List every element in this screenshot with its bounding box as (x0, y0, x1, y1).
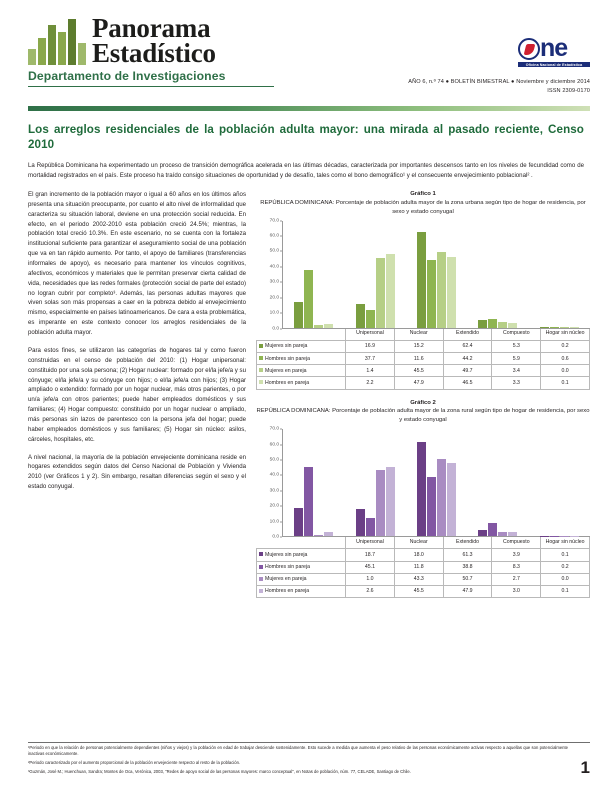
bar (488, 523, 497, 536)
bar-chart-icon (28, 19, 86, 66)
bar (437, 459, 446, 536)
bar (314, 325, 323, 327)
page-number: 1 (580, 758, 590, 777)
data-cell: 0.0 (541, 573, 590, 585)
one-o-icon (518, 38, 540, 60)
y-tick-label: 30.0 (269, 279, 279, 285)
data-cell: 16.9 (346, 340, 395, 352)
bar (540, 536, 549, 537)
bar (417, 232, 426, 327)
data-cell: 3.9 (492, 549, 541, 561)
text-column (28, 190, 246, 500)
data-cell: 0.6 (541, 352, 590, 364)
header-accent-band (28, 106, 590, 111)
data-cell: 2.7 (492, 573, 541, 585)
bar-group (529, 221, 590, 328)
category-header: Hogar sin núcleo (541, 537, 590, 549)
bar-group (406, 221, 467, 328)
data-cell: 3.3 (492, 377, 541, 389)
bar (366, 518, 375, 536)
category-header: Nuclear (394, 537, 443, 549)
data-cell: 0.0 (541, 365, 590, 377)
chart-2-plot (256, 426, 590, 540)
table-corner (257, 534, 346, 549)
y-tick-label: 0.0 (272, 534, 279, 540)
table-row (257, 573, 590, 585)
y-tick-label: 60.0 (269, 442, 279, 448)
category-header: Nuclear (394, 329, 443, 341)
body-paragraph: El gran incremento de la población mayor o igual a 60 años en los últimos años presenta una situación preocupante, por cuanto el alto nivel de informalidad que caracteriza su situación laboral, deviene en una protección social reducida. En efecto, en el periodo 2002-2010 esta población creció 24.5%; mientras, la población total creció 10.3%. En este escenario, no se cuenta con la fortaleza institucional suficiente para garantizar el aseguramiento social de una población que va en tan rápido aumento. Por tanto, el apoyo de familiares (transferencias informales de apoyo), es necesario para mantener los vínculos cognitivos, afectivos, económicos y materiales que le permitan preservar cierta calidad de vida, necesidades que las redes formales (protección social de parte del estado) no logran cubrir por completo³. Además, las personas adultas mayores que viven solas son más propensas a caer en la pobreza debido al envejecimiento mismo, especialmente en países latinoamericanos. De cara a esta problemática, es imperante en este contexto conocer los arreglos residenciales de la población adulta mayor. (28, 191, 246, 337)
chart-2-caption (256, 399, 590, 426)
legend-entry (257, 340, 346, 352)
bar (304, 270, 313, 328)
legend-label: Mujeres en pareja (265, 576, 307, 583)
bar (540, 327, 549, 328)
brand-top (28, 13, 278, 69)
bar (417, 442, 426, 536)
y-tick-label: 60.0 (269, 233, 279, 239)
category-header: Compuesto (492, 329, 541, 341)
bar-group (529, 429, 590, 536)
one-logo (518, 36, 590, 70)
legend-entry (257, 377, 346, 389)
bar (386, 254, 395, 327)
data-cell: 8.3 (492, 561, 541, 573)
data-cell: 11.8 (394, 561, 443, 573)
brand-logo (28, 13, 278, 87)
bar (324, 324, 333, 327)
bar (427, 477, 436, 536)
category-header: Extendido (443, 537, 492, 549)
one-letters: ne (540, 34, 568, 62)
data-cell: 2.2 (346, 377, 395, 389)
chart-grafico-2 (256, 399, 590, 599)
content-columns (28, 190, 590, 607)
data-cell: 15.2 (394, 340, 443, 352)
bar (356, 304, 365, 327)
data-cell: 0.2 (541, 340, 590, 352)
bar (570, 327, 579, 328)
table-header-row (257, 537, 590, 549)
bar (488, 319, 497, 328)
masthead (0, 0, 612, 102)
y-tick-label: 50.0 (269, 248, 279, 254)
charts-column (256, 190, 590, 607)
category-header: Unipersonal (346, 537, 395, 549)
bar-group (406, 429, 467, 536)
issn-line: ISSN 2309-0170 (547, 87, 590, 94)
chart-1-title: REPÚBLICA DOMINICANA: Porcentaje de población adulta mayor de la zona urbana según tipo de hogar de residencia, por sexo y estado conyugal (260, 199, 586, 215)
chart-2-y-axis (256, 426, 282, 540)
table-row (257, 377, 590, 389)
data-cell: 45.5 (394, 365, 443, 377)
chart-1-plot (256, 218, 590, 332)
bar (550, 327, 559, 328)
footnote-item: ¹Periodo en que la relación de personas potencialmente dependientes (niños y viejos) y la población en edad de trabajar desciende sostenidamente. Esto sucede a medida que aumenta el peso relativo de las personas económicamente activas respecto a aquellas que son potencialmente inactivas económicamente. (28, 745, 568, 757)
data-cell: 1.0 (346, 573, 395, 585)
data-cell: 49.7 (443, 365, 492, 377)
legend-entry (257, 365, 346, 377)
legend-label: Hombres sin pareja (265, 355, 310, 362)
data-cell: 45.5 (394, 585, 443, 597)
bar (304, 467, 313, 536)
bar (294, 508, 303, 537)
bar (447, 463, 456, 536)
bar (508, 323, 517, 328)
bar (437, 252, 446, 328)
bar-group (467, 429, 528, 536)
data-cell: 0.1 (541, 585, 590, 597)
chart-1-number: Gráfico 1 (410, 191, 436, 198)
lead-paragraph: La República Dominicana ha experimentado un proceso de transición demográfica acelerada en las últimas décadas, caracterizada por importantes descensos tanto en los niveles de fecundidad como de mortalidad registrados en el país. Este proceso ha traído consigo situaciones de oportunidad y de desafío, tales como el bono demográfico¹ y el consecuente envejecimiento poblacional² . (28, 161, 584, 179)
legend-entry (257, 561, 346, 573)
bar (550, 536, 559, 537)
chart-1-y-axis (256, 218, 282, 332)
data-cell: 2.6 (346, 585, 395, 597)
bar (356, 509, 365, 537)
bar-group (283, 429, 344, 536)
data-cell: 47.9 (394, 377, 443, 389)
category-header: Compuesto (492, 537, 541, 549)
bar (324, 532, 333, 536)
legend-swatch-icon (259, 380, 263, 384)
chart-1-plot-area (282, 221, 590, 329)
data-cell: 0.1 (541, 549, 590, 561)
footnote-divider (28, 742, 590, 743)
legend-entry (257, 549, 346, 561)
chart-grafico-1 (256, 190, 590, 390)
y-tick-label: 50.0 (269, 457, 279, 463)
footnote-item: ³Guzmán, José M.; Huenchuan, Sandra; Montes de Oca, Verónica, 2003, "Redes de apoyo social de las personas mayores: marco conceptual", en Notas de población, núm. 77, CELADE, Santiago de Chile. (28, 769, 411, 775)
legend-swatch-icon (259, 344, 263, 348)
one-wordmark (518, 36, 590, 61)
bar (498, 532, 507, 536)
brand-line1: Panorama (92, 13, 211, 43)
chart-2-plot-area (282, 429, 590, 537)
y-tick-label: 40.0 (269, 472, 279, 478)
bar (498, 322, 507, 327)
issue-line: AÑO 6, n.º 74 ● BOLETÍN BIMESTRAL ● Noviembre y diciembre 2014 (408, 79, 590, 85)
data-cell: 11.6 (394, 352, 443, 364)
body-paragraph: Para estos fines, se utilizaron las categorías de hogares tal y como fueron construidas en el censo de población del 2010: (1) Hogar unipersonal: constituido por una sola persona; (2) Hogar nuclear: formado por el/la jefe/a y su cónyuge; el/la jefe/a y su cónyuge con hijos; o el/la jefe/a con hijos; (3) Hogar ampliado o extendido: formado por un hogar nuclear, más otros parientes, o por un/a jefe/a con otros parientes; puede haber empleados domésticos y sus familiares; (4) Hogar compuesto: constituido por un hogar nuclear o ampliado, más personas sin lazos de parentesco con la persona jefa del hogar; puede haber empleados domésticos y sus familiares; (5) Hogar sin núcleo: asilos, cárceles, hospitales, etc. (28, 346, 246, 443)
legend-label: Mujeres en pareja (265, 367, 307, 374)
data-cell: 5.9 (492, 352, 541, 364)
bar (386, 467, 395, 537)
table-row (257, 365, 590, 377)
table-row (257, 352, 590, 364)
legend-label: Hombres sin pareja (265, 564, 310, 571)
legend-entry (257, 585, 346, 597)
bar (376, 470, 385, 536)
data-cell: 44.2 (443, 352, 492, 364)
bar-group (467, 221, 528, 328)
y-tick-label: 70.0 (269, 218, 279, 224)
data-cell: 1.4 (346, 365, 395, 377)
bar (366, 310, 375, 328)
data-cell: 18.0 (394, 549, 443, 561)
data-cell: 47.9 (443, 585, 492, 597)
legend-swatch-icon (259, 552, 263, 556)
legend-entry (257, 352, 346, 364)
bar (508, 532, 517, 537)
table-header-row (257, 329, 590, 341)
chart-1-caption (256, 190, 590, 217)
page-title: Los arreglos residenciales de la población adulta mayor: una mirada al pasado reciente, Censo 2010 (28, 123, 584, 152)
brand-line2: Estadístico (92, 38, 216, 69)
category-header: Hogar sin núcleo (541, 329, 590, 341)
bar-group (283, 221, 344, 328)
table-row (257, 549, 590, 561)
chart-2-title: REPÚBLICA DOMINICANA: Porcentaje de población adulta mayor de la zona rural según tipo de hogar de residencia, por sexo y estado conyugal (256, 408, 590, 424)
legend-label: Hombres en pareja (265, 379, 310, 386)
data-cell: 3.4 (492, 365, 541, 377)
table-row (257, 340, 590, 352)
legend-swatch-icon (259, 356, 263, 360)
y-tick-label: 10.0 (269, 519, 279, 525)
y-tick-label: 0.0 (272, 326, 279, 332)
category-header: Unipersonal (346, 329, 395, 341)
data-cell: 62.4 (443, 340, 492, 352)
data-cell: 43.3 (394, 573, 443, 585)
legend-swatch-icon (259, 368, 263, 372)
one-tagline: Oficina Nacional de Estadística (518, 62, 590, 67)
y-tick-label: 10.0 (269, 310, 279, 316)
legend-entry (257, 573, 346, 585)
y-tick-label: 40.0 (269, 264, 279, 270)
legend-swatch-icon (259, 589, 263, 593)
table-corner (257, 329, 346, 341)
table-row (257, 585, 590, 597)
legend-label: Mujeres sin pareja (265, 343, 308, 350)
brand-wordmark (92, 13, 216, 69)
brand-divider (28, 86, 274, 87)
chart-1-data-table (256, 329, 590, 390)
legend-label: Hombres en pareja (265, 588, 310, 595)
issue-info (408, 78, 590, 95)
bar (447, 257, 456, 328)
bar (427, 260, 436, 328)
footnote-item: ²Periodo caracterizado por el aumento proporcional de la población envejeciente respecto al resto de la población. (28, 760, 241, 766)
chart-2-number: Gráfico 2 (410, 399, 436, 406)
bar (314, 535, 323, 537)
bar-group (344, 221, 405, 328)
data-cell: 5.3 (492, 340, 541, 352)
body-paragraph: A nivel nacional, la mayoría de la población envejeciente dominicana reside en hogares extendidos según datos del Censo Nacional de Población y Vivienda 2010 (ver Gráficos 1 y 2). Sin embargo, resaltan diferencias según el sexo y el estado conyugal. (28, 453, 246, 491)
data-cell: 18.7 (346, 549, 395, 561)
table-row (257, 561, 590, 573)
category-header: Extendido (443, 329, 492, 341)
data-cell: 0.1 (541, 377, 590, 389)
legend-label: Mujeres sin pareja (265, 551, 308, 558)
data-cell: 46.5 (443, 377, 492, 389)
bar (570, 536, 579, 537)
data-cell: 61.3 (443, 549, 492, 561)
bar (560, 536, 569, 537)
y-tick-label: 20.0 (269, 503, 279, 509)
data-cell: 38.8 (443, 561, 492, 573)
data-cell: 45.1 (346, 561, 395, 573)
data-cell: 37.7 (346, 352, 395, 364)
y-tick-label: 30.0 (269, 488, 279, 494)
bar (376, 258, 385, 328)
bar (294, 302, 303, 328)
data-cell: 0.2 (541, 561, 590, 573)
brand-subtitle: Departamento de Investigaciones (28, 69, 226, 84)
bar (478, 320, 487, 328)
legend-swatch-icon (259, 577, 263, 581)
footnotes (28, 742, 590, 779)
bar-group (344, 429, 405, 536)
data-cell: 50.7 (443, 573, 492, 585)
y-tick-label: 20.0 (269, 295, 279, 301)
y-tick-label: 70.0 (269, 426, 279, 432)
data-cell: 3.0 (492, 585, 541, 597)
bar (560, 327, 569, 328)
bar (478, 530, 487, 536)
legend-swatch-icon (259, 565, 263, 569)
chart-2-data-table (256, 534, 590, 598)
